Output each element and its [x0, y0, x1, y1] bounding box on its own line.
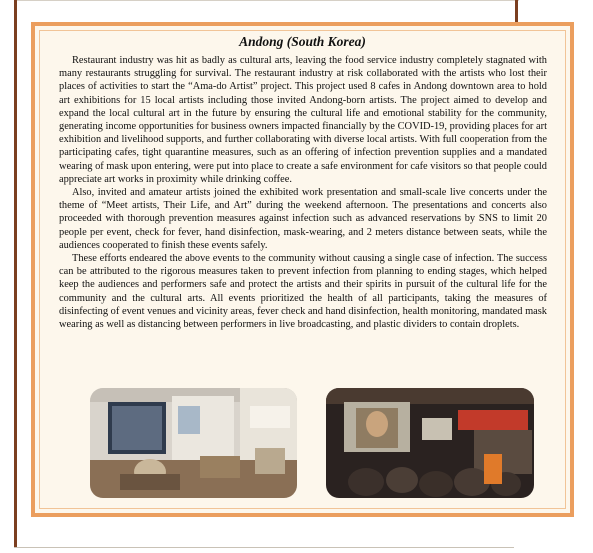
- page-top-rule: [14, 0, 519, 1]
- page-bottom-rule: [14, 547, 514, 548]
- paragraph-1: Restaurant industry was hit as badly as cultural arts, leaving the food service industry completely stagnated with many restaurants struggling for survival. The restaurant industry at risk collaborated with the artists who lost their places of activities to start the “Ama-do Artist” project. This project used 8 cafes in Andong downtown area to hold art exhibitions for 15 local artists including those invited Andong-born artists. The project aimed to develop and expand the local cultural art in the future by ensuring the cultural life and emotional stability for the community, generating income opportunities for business owners impacted financially by the COVID-19, providing places for art exhibition and livelihood supports, and further collaborating with diverse local artists. With full cooperation from the participating cafes, tight quarantine measures, such as an offering of infection prevention supplies and a mandated wearing of mask upon entering, were put into place to create a safe environment for cafe visitors so that people could appreciate art works in proximity while drinking coffee.: [59, 55, 547, 185]
- page-left-accent-bar: [14, 0, 17, 548]
- page-right-accent-bar: [515, 0, 518, 22]
- cafe-exhibition-photo: [90, 388, 297, 498]
- paragraph-2: Also, invited and amateur artists joined the exhibited work presentation and small-scale live concerts under the theme of “Meet artists, Their Life, and Art” during the weekend afternoon. The presentations and concerts also proceeded with thorough prevention measures against infection such as advanced reservations by SNS to limit 20 people per event, check for fever, hand disinfection, mask-wearing, and 2 meters distance between seats, while the audiences cooperated to finish these events safely.: [59, 187, 547, 251]
- live-concert-photo: [326, 388, 534, 498]
- case-study-body: [59, 54, 547, 331]
- case-study-title: Andong (South Korea): [239, 34, 366, 49]
- case-study-box: [31, 22, 574, 517]
- paragraph-3: These efforts endeared the above events to the community without causing a single case of infection. The success can be attributed to the rigorous measures taken to prevent infection from planning to ending stages, which helped keep the audiences and performers safe and protect the artists and their spirits in pursuit of the cultural life for the community and the cultural arts. All events prioritized the health of all participants, taking the measures of disinfecting of event venues and vicinity areas, fever check and hand disinfection, health monitoring, mandated mask wearing as well as distancing between performers in live broadcasting, and plastic dividers to contain droplets.: [59, 253, 547, 331]
